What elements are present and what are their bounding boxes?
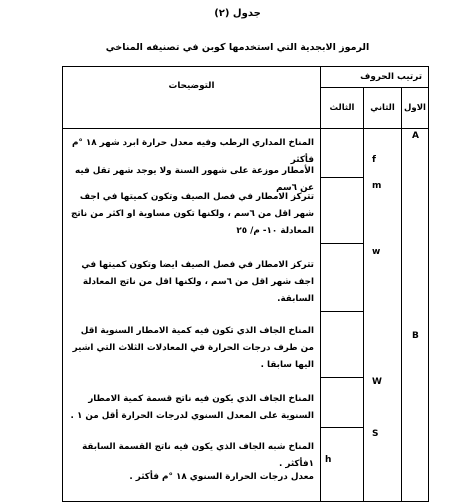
row-text-a: المناخ المداري الرطب وفيه معدل حرارة ابرد شهر ١٨ °م فأكثر: [71, 138, 314, 165]
row-separator: [321, 177, 364, 178]
first-letter-b: B: [412, 331, 419, 341]
header-letter-order: ترتيب الحروف: [321, 67, 429, 88]
row-separator: [321, 427, 364, 428]
row-text-m: تتركز الامطار في فصل الصيف وتكون كميتها في اجف شهر اقل من ٦سم ، ولكنها تكون مساوية او اكثر من ناتج المعادلة ١٠- م/ ٢٥: [70, 192, 314, 236]
row-text-w-dry: المناخ الجاف الذي يكون فيه ناتج قسمة كمية الامطار السنوية على المعدل السنوي لدرجات الحرارة أقل من ١ .: [70, 394, 314, 421]
first-letter-a: A: [412, 131, 419, 141]
table-subtitle: الرموز الابجدية التي استخدمها كوبن في تصنيفه المناخي: [105, 42, 370, 53]
table-caption: جدول (٢): [214, 8, 261, 19]
koppen-symbols-table: [62, 66, 429, 502]
explanations-column: [63, 129, 321, 502]
second-letter-w-dry: W: [372, 377, 382, 387]
row-separator: [321, 311, 364, 312]
row-text-f: الأمطار موزعة على شهور السنة ولا يوجد شهر تقل فيه عن ٦سم: [75, 166, 314, 193]
second-column: [364, 129, 402, 502]
row-text-w: تتركز الامطار في فصل الصيف ايضا وتكون كميتها في اجف شهر اقل من ٦سم ، ولكنها اقل من ناتج المعادلة السابقة.: [81, 260, 314, 304]
second-letter-f: f: [372, 155, 376, 165]
header-first: الاول: [402, 88, 429, 129]
row-text-b: المناخ الجاف الذي تكون فيه كمية الامطار السنوية اقل من طرف درجات الحرارة في المعادلات الثلاث التي اشير اليها سابقا .: [72, 326, 314, 370]
third-column: [321, 129, 364, 502]
header-explanations: التوضيحات: [63, 67, 321, 129]
row-separator: [321, 377, 364, 378]
second-letter-s: S: [372, 429, 379, 439]
second-letter-w: w: [372, 247, 381, 257]
row-text-s: المناخ شبه الجاف الذي يكون فيه ناتج القسمة السابقة ١فأكثر .: [82, 442, 314, 469]
header-second: الثاني: [364, 88, 402, 129]
first-column: [402, 129, 429, 502]
third-letter-h: h: [325, 455, 332, 465]
row-separator: [321, 243, 364, 244]
row-text-h: معدل درجات الحرارة السنوي ١٨ °م فأكثر .: [129, 472, 314, 482]
second-letter-m: m: [372, 181, 382, 191]
header-third: الثالث: [321, 88, 364, 129]
